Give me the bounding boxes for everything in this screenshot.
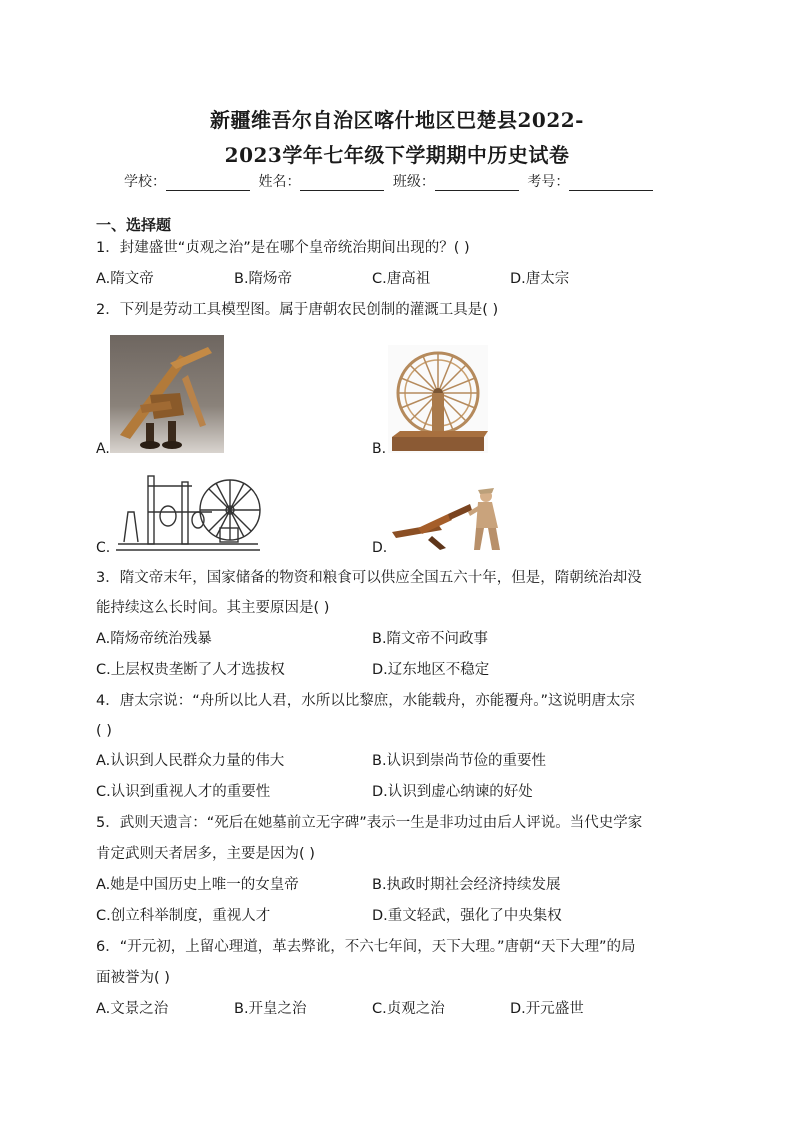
q5-option-b: B.执政时期社会经济持续发展 xyxy=(372,877,561,893)
q2-option-b-label: B. xyxy=(372,441,387,457)
question-3-stem-line-2: 能持续这么长时间。其主要原因是( ) xyxy=(96,600,330,616)
name-blank xyxy=(300,176,384,191)
question-6-stem-line-1: 6．“开元初，上留心理道，革去弊讹，不六七年间，天下大理。”唐朝“天下大理”的局 xyxy=(96,939,636,955)
q1-option-d: D.唐太宗 xyxy=(510,271,570,287)
q6-option-b: B.开皇之治 xyxy=(234,1001,307,1017)
q2-option-d-label: D. xyxy=(372,540,388,556)
q5-option-c: C.创立科举制度，重视人才 xyxy=(96,908,271,924)
spinning-machine-drawing xyxy=(112,472,264,554)
q6-option-c: C.贞观之治 xyxy=(372,1001,445,1017)
question-3-stem-line-1: 3．隋文帝末年，国家储备的物资和粮食可以供应全国五六十年，但是，隋朝统治却没 xyxy=(96,570,642,586)
name-label: 姓名： xyxy=(258,174,301,190)
waterwheel-model-image xyxy=(388,345,488,453)
question-1-stem: 1．封建盛世“贞观之治”是在哪个皇帝统治期间出现的？( ) xyxy=(96,240,470,256)
q4-option-a: A.认识到人民群众力量的伟大 xyxy=(96,753,285,769)
q4-option-b: B.认识到崇尚节俭的重要性 xyxy=(372,753,547,769)
q3-option-a: A.隋炀帝统治残暴 xyxy=(96,631,212,647)
student-info-row xyxy=(124,171,657,191)
q6-option-d: D.开元盛世 xyxy=(510,1001,584,1017)
q3-option-b: B.隋文帝不问政事 xyxy=(372,631,489,647)
farmer-plowing-image xyxy=(388,484,508,554)
school-label: 学校： xyxy=(124,174,166,190)
question-2-stem: 2．下列是劳动工具模型图。属于唐朝农民创制的灌溉工具是( ) xyxy=(96,302,499,318)
q1-option-b: B.隋炀帝 xyxy=(234,271,293,287)
exam-number-label: 考号： xyxy=(527,174,570,190)
q2-option-c-label: C. xyxy=(96,540,111,556)
class-blank xyxy=(435,176,519,191)
q1-option-a: A.隋文帝 xyxy=(96,271,154,287)
q6-option-a: A.文景之治 xyxy=(96,1001,169,1017)
title-line-1: 新疆维吾尔自治区喀什地区巴楚县2022- xyxy=(210,108,584,132)
q5-option-d: D.重文轻武，强化了中央集权 xyxy=(372,908,562,924)
class-label: 班级： xyxy=(392,174,435,190)
question-5-stem-line-1: 5．武则天遗言：“死后在她墓前立无字碑”表示一生是非功过由后人评说。当代史学家 xyxy=(96,815,643,831)
q4-option-d: D.认识到虚心纳谏的好处 xyxy=(372,784,533,800)
q5-option-a: A.她是中国历史上唯一的女皇帝 xyxy=(96,877,299,893)
q2-option-a-label: A. xyxy=(96,441,110,457)
q1-option-c: C.唐高祖 xyxy=(372,271,431,287)
exam-number-blank xyxy=(569,176,653,191)
question-4-stem-line-2: ( ) xyxy=(96,723,112,739)
question-4-stem-line-1: 4．唐太宗说：“舟所以比人君，水所以比黎庶，水能载舟，亦能覆舟。”这说明唐太宗 xyxy=(96,693,635,709)
section-title: 一、选择题 xyxy=(96,216,172,234)
curved-plow-model-image xyxy=(110,335,224,453)
title-line-2: 2023学年七年级下学期期中历史试卷 xyxy=(224,143,570,167)
q4-option-c: C.认识到重视人才的重要性 xyxy=(96,784,271,800)
question-5-stem-line-2: 肯定武则天者居多，主要是因为( ) xyxy=(96,846,315,862)
q3-option-d: D.辽东地区不稳定 xyxy=(372,662,490,678)
school-blank xyxy=(166,176,250,191)
q3-option-c: C.上层权贵垄断了人才选拔权 xyxy=(96,662,285,678)
question-6-stem-line-2: 面被誉为( ) xyxy=(96,970,170,986)
